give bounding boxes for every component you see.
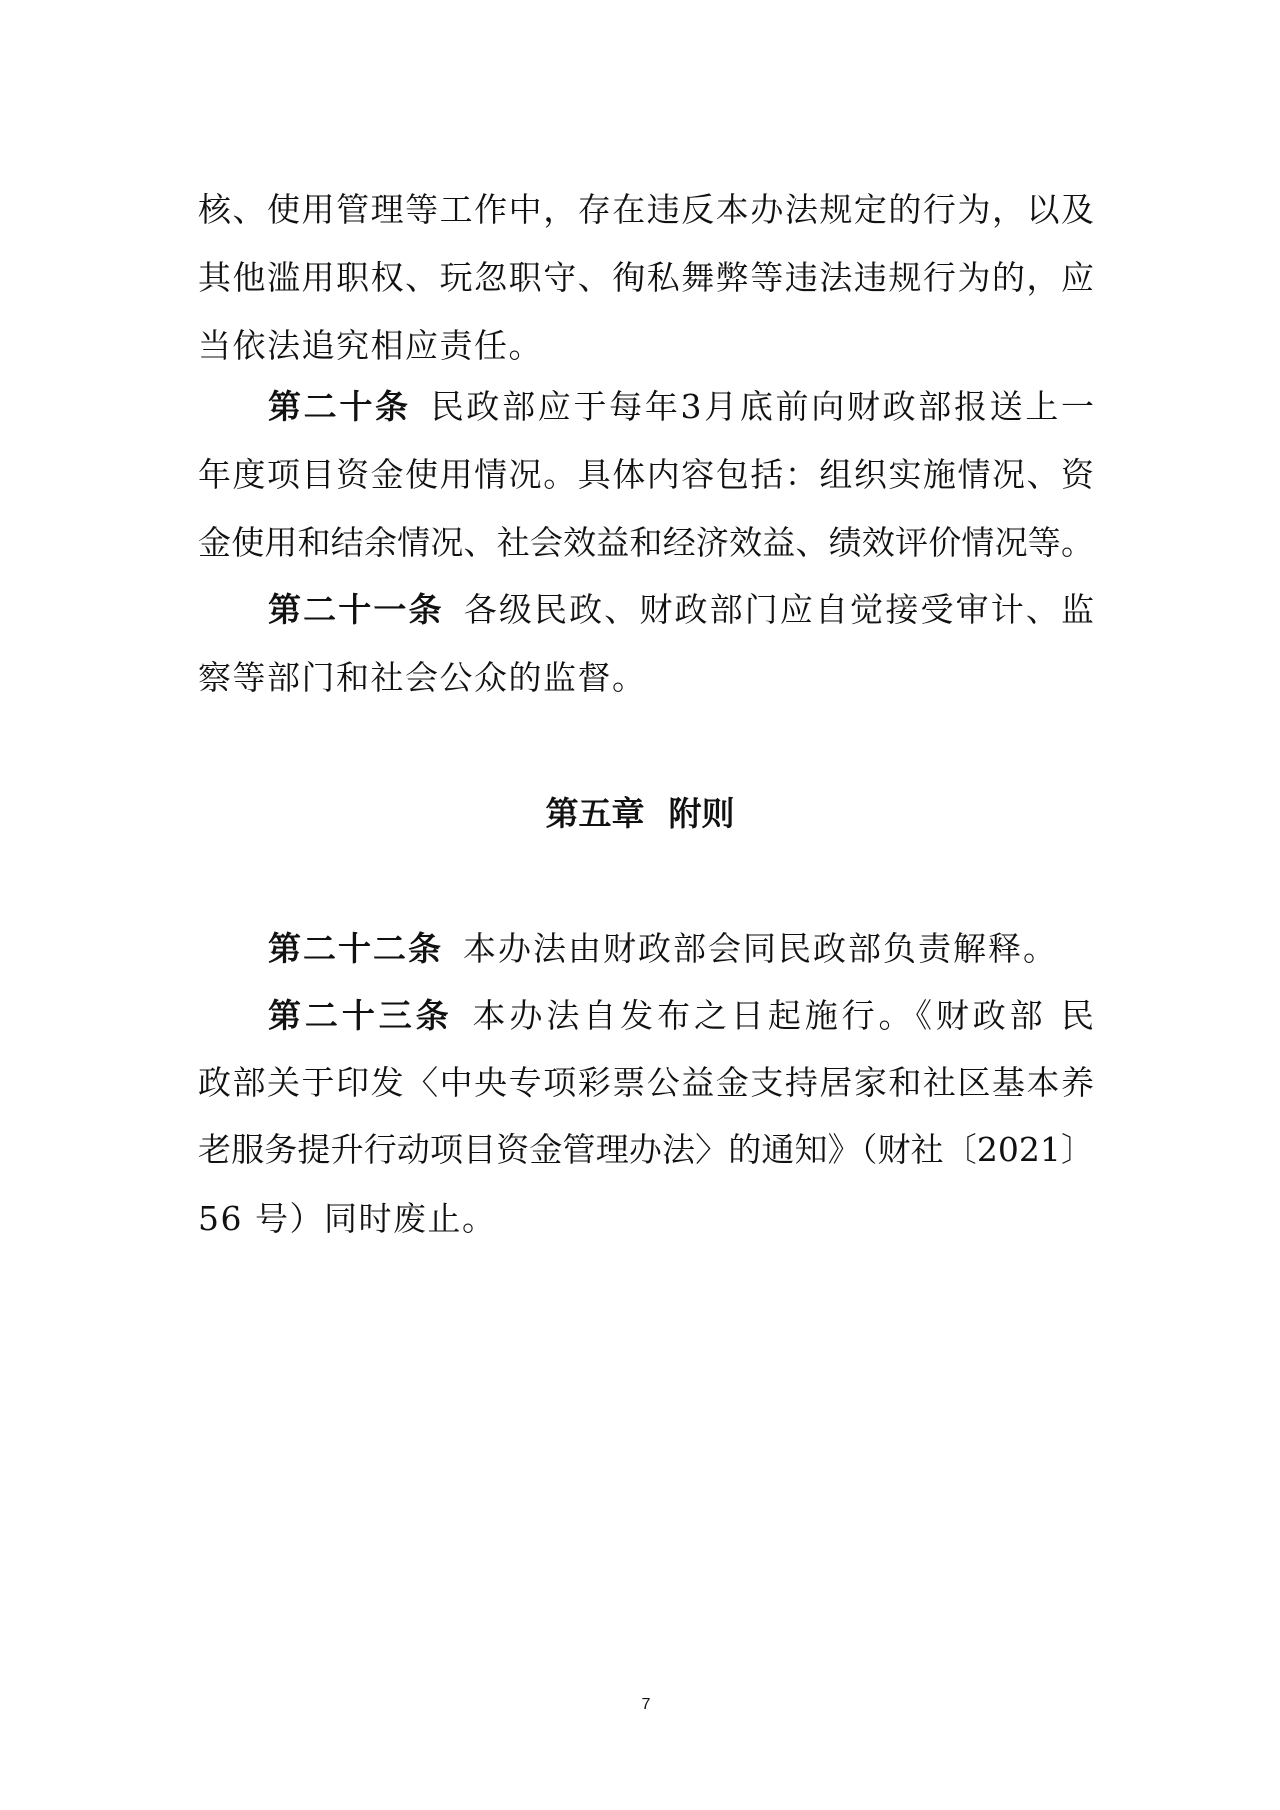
article-21-line bbox=[268, 587, 1094, 633]
text: 本办法由财政部会同民政部负责解释。 bbox=[463, 929, 1058, 968]
article-label: 第二十一条 bbox=[268, 590, 444, 629]
article-23-line bbox=[268, 993, 1094, 1039]
page-number: 7 bbox=[641, 1696, 651, 1713]
text: 各级民政、财政部门应自觉接受审计、监 bbox=[463, 590, 1095, 629]
chapter-title: 附则 bbox=[668, 794, 735, 833]
chapter-heading bbox=[0, 788, 1280, 835]
text-line: 老服务提升行动项目资金管理办法〉的通知》（财社〔2021〕 bbox=[198, 1130, 1094, 1169]
text-line: 核、使用管理等工作中，存在违反本办法规定的行为，以及 bbox=[198, 190, 1094, 229]
text-line: 察等部门和社会公众的监督。 bbox=[198, 658, 647, 697]
text-line: 其他滥用职权、玩忽职守、徇私舞弊等违法违规行为的，应 bbox=[198, 258, 1094, 297]
article-label: 第二十条 bbox=[268, 387, 411, 426]
article-22-line bbox=[268, 926, 1094, 972]
text-line: 政部关于印发〈中央专项彩票公益金支持居家和社区基本养 bbox=[198, 1063, 1094, 1102]
article-label: 第二十二条 bbox=[268, 929, 443, 968]
text-line: 年度项目资金使用情况。具体内容包括：组织实施情况、资 bbox=[198, 455, 1094, 494]
text: 本办法自发布之日起施行。《财政部 民 bbox=[472, 996, 1094, 1035]
text-line: 56 号）同时废止。 bbox=[198, 1199, 497, 1238]
text-line: 金使用和结余情况、社会效益和经济效益、绩效评价情况等。 bbox=[198, 523, 1094, 562]
chapter-number: 第五章 bbox=[545, 794, 645, 833]
text-line: 当依法追究相应责任。 bbox=[198, 326, 543, 365]
article-label: 第二十三条 bbox=[268, 996, 453, 1035]
text: 民政部应于每年3月底前向财政部报送上一 bbox=[430, 387, 1095, 426]
article-20-line bbox=[268, 384, 1094, 430]
